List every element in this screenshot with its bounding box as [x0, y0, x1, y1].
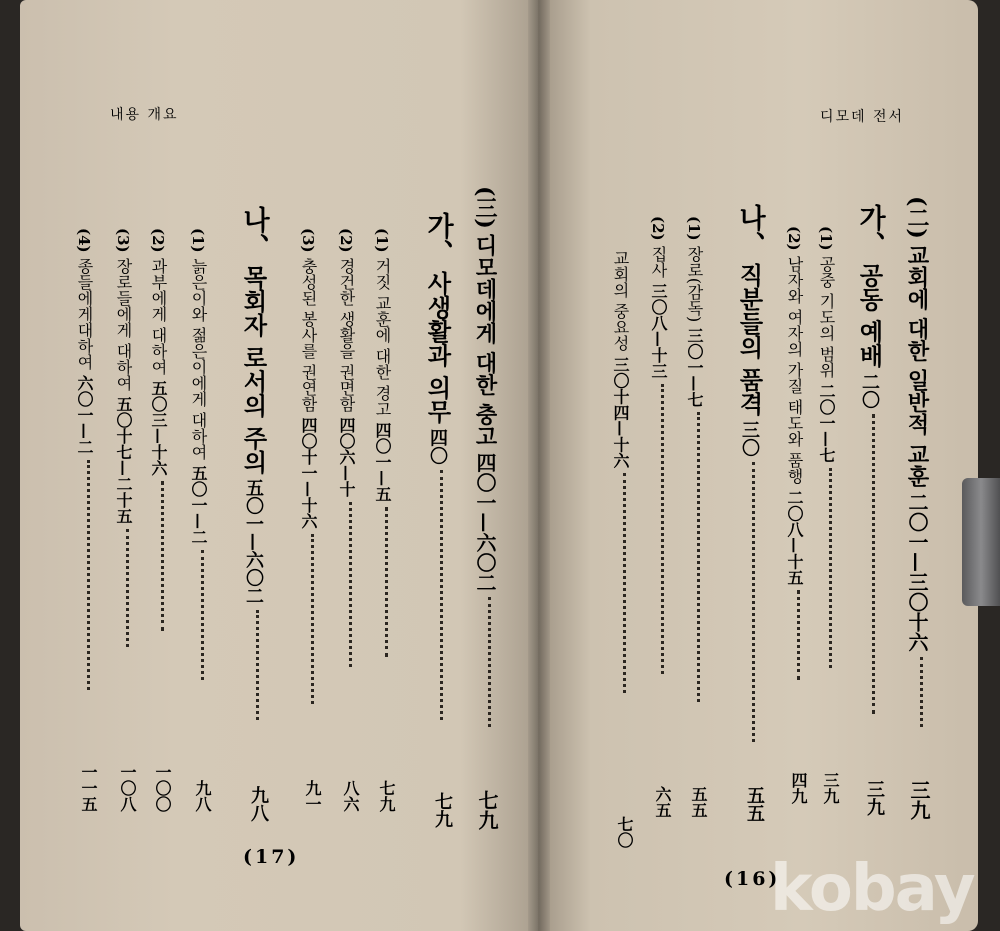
entry-title: 장로(감독)	[685, 245, 704, 323]
entry-number: (三)	[472, 186, 498, 229]
page-ref: 六五	[653, 786, 672, 818]
page-ref: 三九	[907, 780, 931, 820]
toc-entry	[734, 204, 765, 822]
leader-dots	[697, 412, 700, 702]
book-gutter	[528, 0, 550, 931]
page-ref: 八六	[341, 780, 360, 812]
leader-dots	[829, 468, 832, 668]
verse-range: 三〇	[739, 420, 760, 457]
entry-title: 충성된 봉사를 권연함	[299, 257, 318, 412]
entry-number: 나、	[734, 204, 765, 258]
left-page-number: (17)	[243, 846, 300, 868]
page-ref: 七九	[475, 790, 499, 830]
verse-range: 二〇一—三〇十六	[905, 492, 929, 652]
entry-title: 경건한 생활을 권면함	[337, 257, 356, 412]
page-ref: 三九	[821, 772, 840, 804]
toc-entry	[189, 228, 212, 812]
leader-dots	[201, 550, 204, 680]
toc-entry	[422, 212, 453, 828]
entry-title: 남자와 여자의 가질 태도와 품행	[785, 255, 804, 485]
page-ref: 四九	[789, 772, 808, 804]
metal-bookmark-tab	[962, 478, 1000, 606]
entry-title: 교회의 중요성	[611, 250, 630, 352]
entry-number: (2)	[149, 228, 167, 253]
verse-range: 二〇一—七	[817, 383, 836, 463]
verse-range: 四〇六—十	[337, 417, 356, 497]
leader-dots	[87, 460, 90, 690]
toc-entry	[611, 250, 634, 848]
entry-number: (1)	[817, 226, 835, 251]
leader-dots	[126, 529, 129, 647]
verse-range: 三〇十四—十六	[611, 356, 630, 469]
verse-range: 三〇一—七	[685, 327, 704, 408]
verse-range: 五〇三—十六	[149, 379, 168, 476]
verse-range: 四〇一—六〇二	[473, 452, 497, 593]
verse-range: 三〇八—十三	[649, 282, 668, 379]
entry-title: 집사	[649, 245, 668, 278]
leader-dots	[920, 657, 923, 727]
entry-number: (1)	[189, 228, 207, 253]
entry-title: 직분들의 품격	[735, 263, 764, 416]
entry-number: (1)	[373, 228, 391, 253]
page-ref: 九八	[193, 780, 212, 812]
toc-entry	[114, 228, 137, 812]
entry-title: 공중 기도의 범위	[817, 255, 836, 378]
entry-number: (2)	[649, 216, 667, 241]
leader-dots	[752, 462, 755, 742]
verse-range: 四〇十一—十六	[299, 417, 318, 529]
leader-dots	[385, 507, 388, 657]
entry-title: 사생활과 의무	[423, 271, 452, 424]
page-ref: 五五	[744, 786, 765, 822]
page-ref: 九一	[303, 780, 322, 812]
page-ref: 五五	[689, 786, 708, 818]
page-ref: 一〇〇	[153, 764, 172, 812]
verse-range: 五〇十七—二十五	[114, 395, 133, 524]
toc-entry	[904, 196, 931, 820]
entry-title: 공동 예배	[855, 263, 884, 368]
page-ref: 七〇	[615, 816, 634, 848]
right-page-number: (16)	[724, 868, 781, 890]
entry-title: 교회에 대한 일반적 교훈	[904, 243, 930, 487]
verse-range: 六〇一—二	[75, 374, 94, 455]
toc-entry	[337, 228, 360, 812]
verse-range: 四〇一—五	[373, 422, 392, 503]
leader-dots	[661, 384, 664, 674]
entry-title: 늙은이와 젊은이에게 대하여	[189, 257, 208, 460]
leader-dots	[797, 590, 800, 680]
toc-entry	[817, 226, 840, 804]
entry-number: (2)	[785, 226, 803, 251]
leader-dots	[349, 502, 352, 667]
toc-entry	[373, 228, 396, 812]
leader-dots	[440, 470, 443, 720]
watermark-logo: kobay	[770, 852, 974, 926]
toc-entry	[685, 216, 708, 818]
entry-number: 가、	[422, 212, 453, 266]
toc-entry	[472, 186, 499, 830]
verse-range: 五〇一—六〇二	[243, 478, 264, 605]
page-ref: 七九	[377, 780, 396, 812]
entry-number: (3)	[299, 228, 317, 253]
page-ref: 七九	[432, 792, 453, 828]
toc-entry	[75, 228, 98, 812]
toc-entry	[649, 216, 672, 818]
entry-number: (1)	[685, 216, 703, 241]
right-running-head: 디모데 전서	[820, 109, 905, 125]
entry-number: 나、	[238, 206, 269, 260]
entry-number: (4)	[75, 228, 93, 253]
leader-dots	[623, 473, 626, 693]
leader-dots	[311, 534, 314, 704]
leader-dots	[872, 414, 875, 714]
toc-entry	[238, 206, 269, 822]
verse-range: 五〇一—二	[189, 465, 208, 545]
verse-range: 二〇	[859, 372, 880, 409]
leader-dots	[488, 597, 491, 727]
page-ref: 三九	[864, 780, 885, 816]
entry-title: 목회자 로서의 주의	[239, 265, 268, 474]
entry-number: (2)	[337, 228, 355, 253]
toc-entry	[854, 204, 885, 816]
entry-number: (3)	[114, 228, 132, 253]
entry-title: 장로들에게 대하여	[114, 257, 133, 391]
left-running-head: 내용 개요	[110, 107, 179, 123]
toc-entry	[299, 228, 322, 812]
page-ref: 一〇八	[118, 764, 137, 812]
entry-number: 가、	[854, 204, 885, 258]
entry-number: (二)	[904, 196, 930, 239]
entry-title: 디모데에게 대한 충고	[472, 233, 498, 448]
leader-dots	[161, 481, 164, 631]
entry-title: 과부에게 대하여	[149, 257, 168, 375]
verse-range: 四〇	[427, 428, 448, 465]
page-ref: 九八	[248, 786, 269, 822]
entry-title: 거짓 교훈에 대한 경고	[373, 257, 392, 417]
leader-dots	[256, 610, 259, 720]
toc-entry	[149, 228, 172, 812]
entry-title: 종들에게대하여	[75, 257, 94, 370]
page-ref: 一一五	[79, 764, 98, 812]
toc-entry	[785, 226, 808, 804]
verse-range: 二〇八—十五	[785, 489, 804, 586]
